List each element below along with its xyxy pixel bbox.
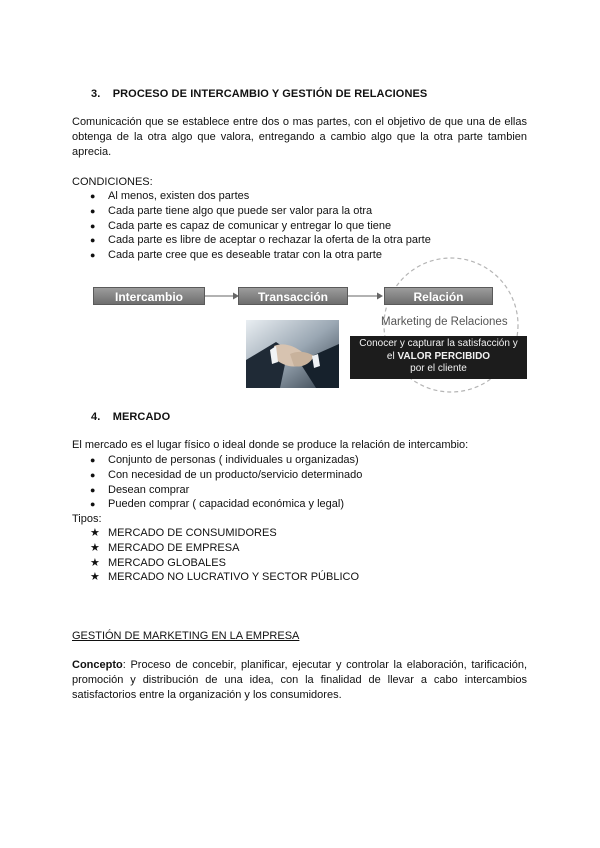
section-4-title: MERCADO xyxy=(112,411,171,423)
section-3-heading xyxy=(91,88,427,100)
star-icon: ★ xyxy=(90,571,100,584)
mercado-list xyxy=(90,453,520,512)
bullet-icon: ● xyxy=(90,484,96,495)
list-item: ★ MERCADO DE EMPRESA xyxy=(90,541,240,554)
box-line-2: el VALOR PERCIBIDO xyxy=(386,350,491,362)
list-item: ● Cada parte cree que es deseable tratar con la otra parte xyxy=(90,249,382,262)
bullet-icon: ● xyxy=(90,469,96,480)
tipos-list xyxy=(90,526,520,585)
bullet-icon: ● xyxy=(90,220,96,231)
concept-text: : Proceso de concebir, planificar, ejecutar y controlar la elaboración, tarificación, promoción y distribución de una idea, con la finalidad de llevar a cabo intercambios satisfactorios entre la organización y los consumidores. xyxy=(72,659,527,701)
tipos-label: Tipos: xyxy=(72,513,102,525)
list-item: ● Conjunto de personas ( individuales u organizadas) xyxy=(90,454,359,466)
bullet-icon: ● xyxy=(90,250,96,261)
section-4-heading xyxy=(91,411,170,423)
box-line-3: por el cliente xyxy=(410,363,467,374)
list-item: ● Con necesidad de un producto/servicio determinado xyxy=(90,468,363,481)
step-relacion: Relación xyxy=(384,287,493,305)
star-icon: ★ xyxy=(90,527,100,539)
list-item: ★ MERCADO GLOBALES xyxy=(90,556,226,569)
valor-percibido-box xyxy=(350,336,527,379)
bullet-icon: ● xyxy=(90,205,96,216)
step-transaccion: Transacción xyxy=(238,287,348,305)
list-item: ★ MERCADO DE CONSUMIDORES xyxy=(90,527,277,539)
handshake-photo xyxy=(246,320,339,388)
list-item: ● Al menos, existen dos partes xyxy=(90,190,250,202)
section-3-title: PROCESO DE INTERCAMBIO Y GESTIÓN DE RELACIONES xyxy=(112,88,428,100)
handshake-icon xyxy=(246,320,339,388)
list-item: ● Desean comprar xyxy=(90,483,190,496)
bullet-icon: ● xyxy=(90,235,96,246)
gestion-title: GESTIÓN DE MARKETING EN LA EMPRESA xyxy=(72,630,300,642)
list-item: ● Cada parte es capaz de comunicar y entregar lo que tiene xyxy=(90,219,392,232)
bullet-icon: ● xyxy=(90,191,96,201)
arrow-2-head xyxy=(377,293,383,300)
bullet-icon: ● xyxy=(90,499,96,510)
marketing-relaciones-label: Marketing de Relaciones xyxy=(381,316,508,328)
star-icon: ★ xyxy=(90,541,100,554)
gestion-concept xyxy=(72,658,527,703)
section-3-number: 3. xyxy=(91,88,101,100)
list-item: ● Pueden comprar ( capacidad económica y legal) xyxy=(90,498,345,511)
section-4-paragraph: El mercado es el lugar físico o ideal donde se produce la relación de intercambio: xyxy=(72,439,469,451)
bullet-icon: ● xyxy=(90,455,96,465)
section-4-number: 4. xyxy=(91,411,101,423)
conditions-list xyxy=(90,189,520,263)
list-item: ● Cada parte es libre de aceptar o rechazar la oferta de la otra parte xyxy=(90,234,431,247)
conditions-label: CONDICIONES: xyxy=(72,176,153,188)
step-intercambio: Intercambio xyxy=(93,287,205,305)
star-icon: ★ xyxy=(90,556,100,569)
box-line-1: Conocer y capturar la satisfacción y xyxy=(359,338,518,349)
valor-percibido-text: VALOR PERCIBIDO xyxy=(397,350,491,362)
list-item: ● Cada parte tiene algo que puede ser valor para la otra xyxy=(90,204,373,217)
list-item: ★ MERCADO NO LUCRATIVO Y SECTOR PÚBLICO xyxy=(90,571,360,584)
section-3-paragraph: Comunicación que se establece entre dos o mas partes, con el objetivo de que una de ellas obtenga de la otra algo que valora, entregando a cambio algo que la otra parte tambien aprecia. xyxy=(72,116,527,158)
concept-label: Concepto xyxy=(72,659,123,671)
